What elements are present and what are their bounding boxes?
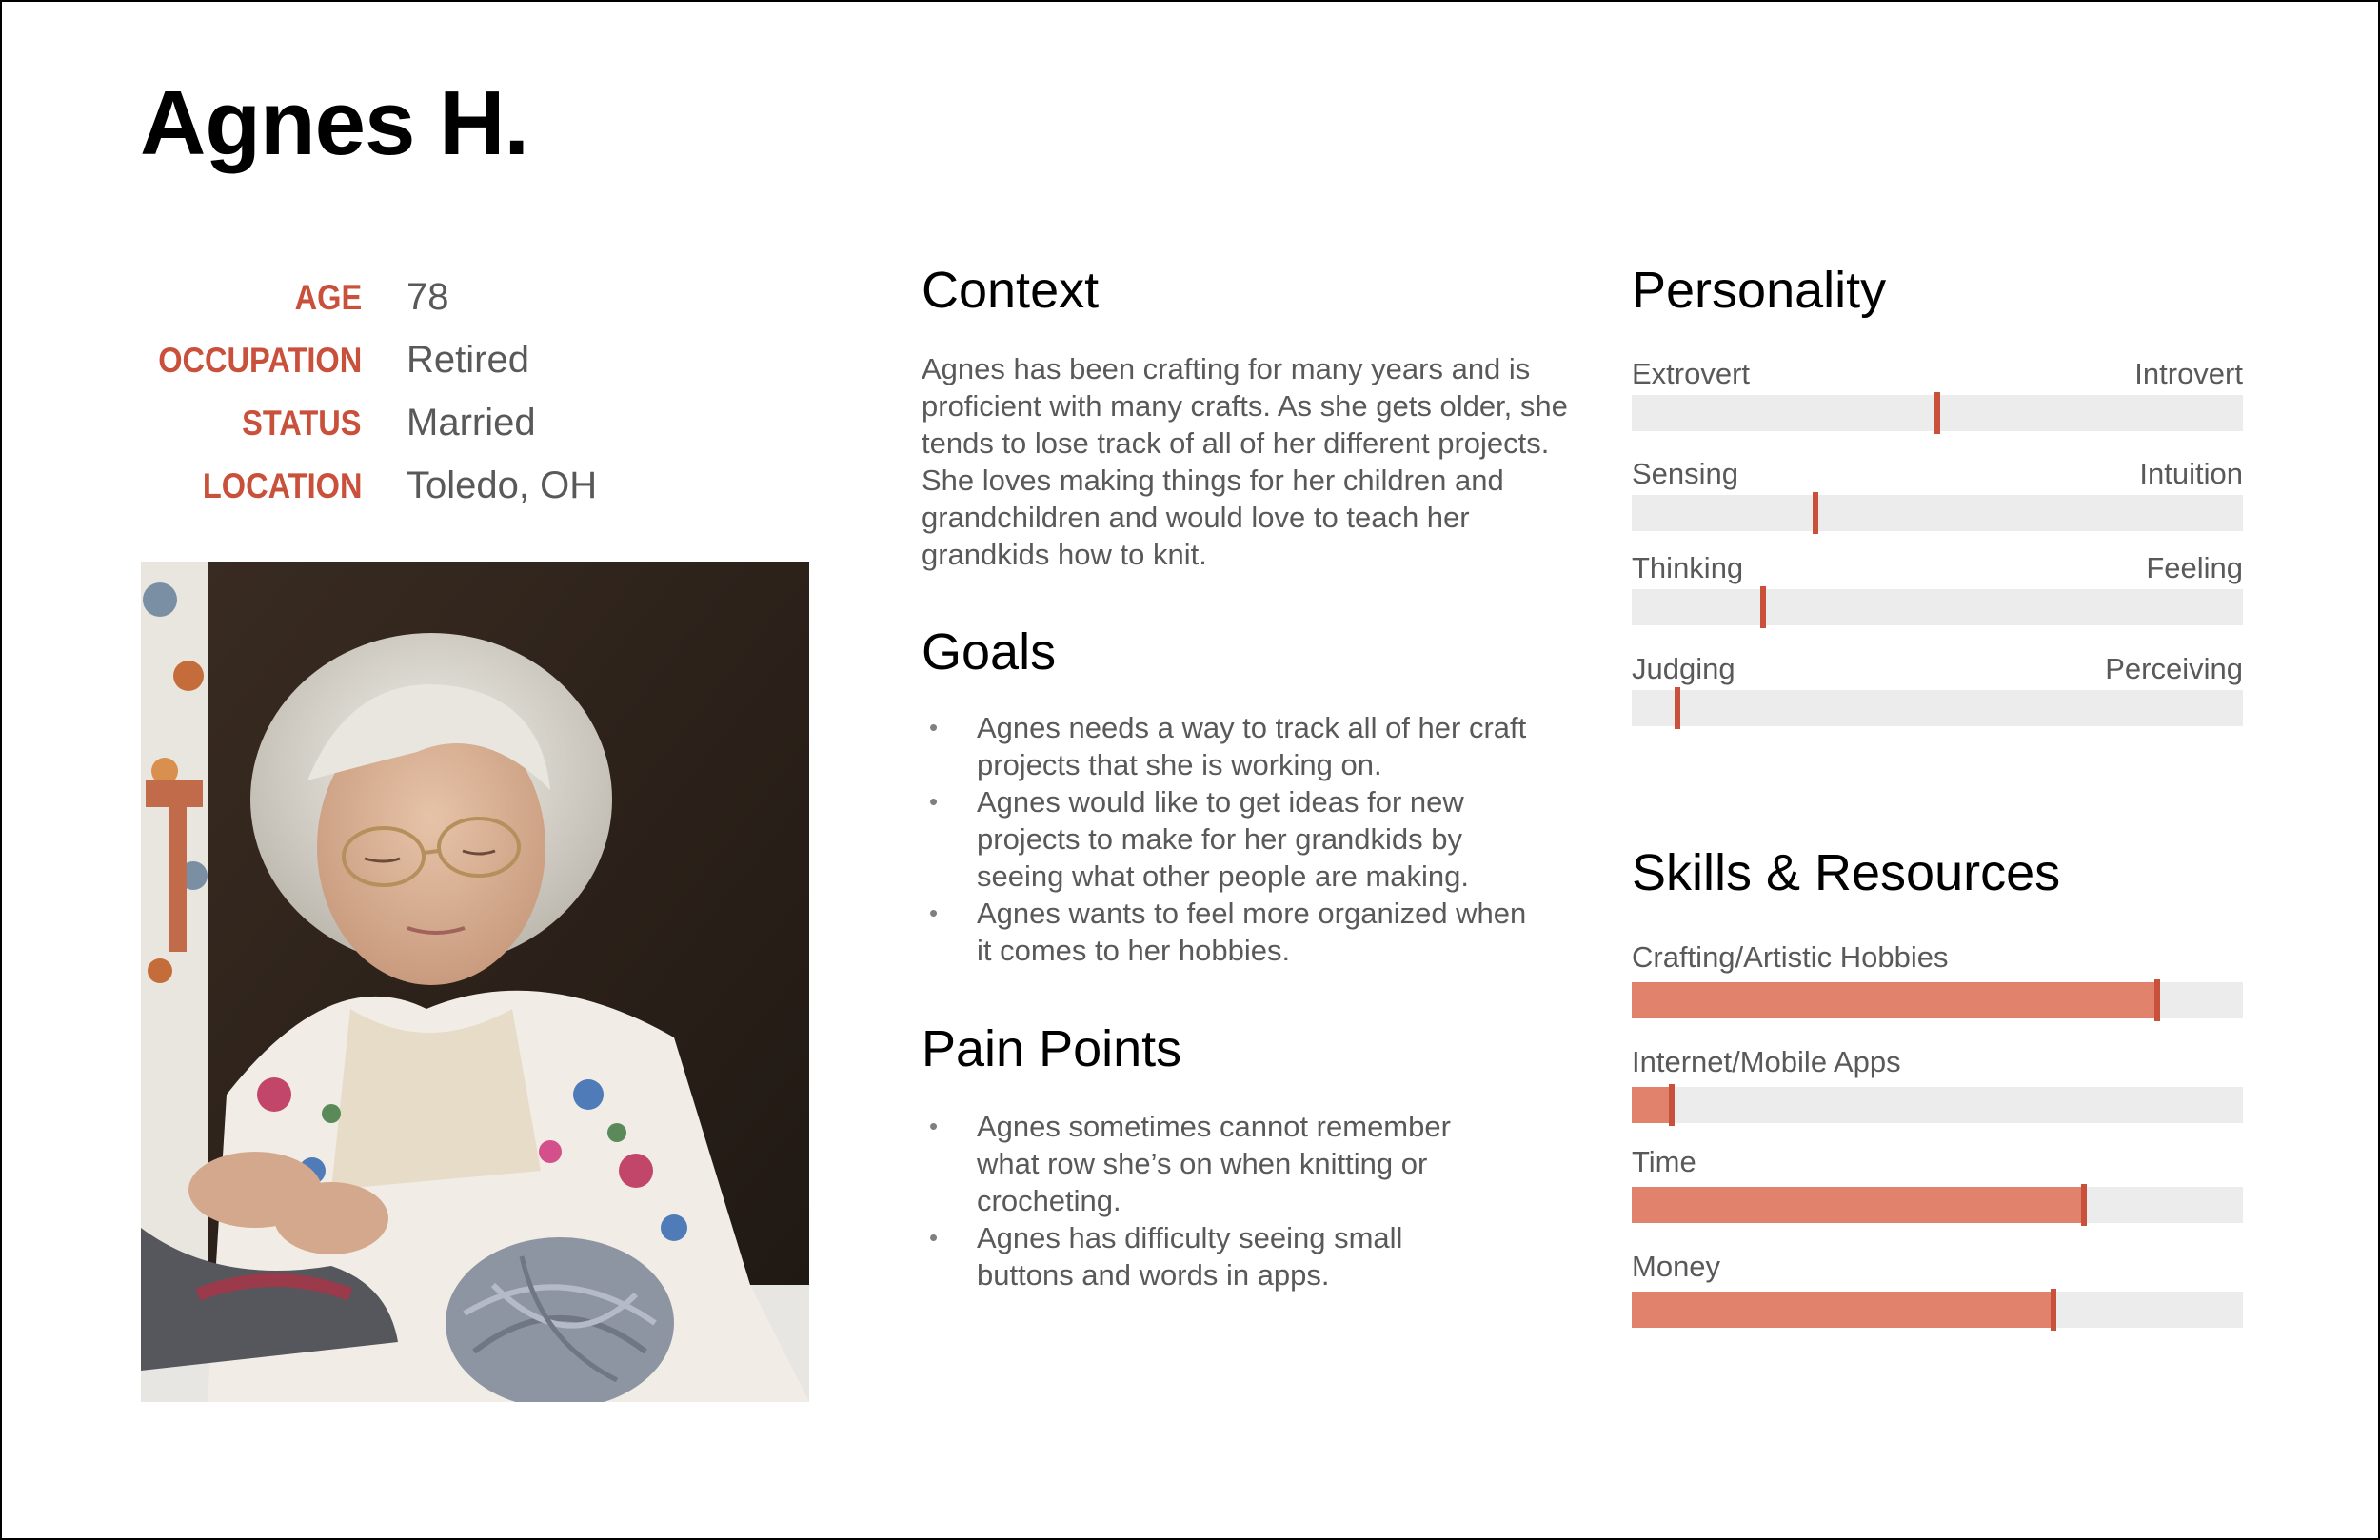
trait-thinking-feeling xyxy=(1632,551,2243,625)
fact-value: 78 xyxy=(407,276,449,318)
pain-point-item xyxy=(922,1108,1493,1219)
bullet-icon: • xyxy=(929,787,939,816)
trait-extrovert-introvert xyxy=(1632,357,2243,431)
skill-internet xyxy=(1632,1045,2243,1123)
pain-point-text: Agnes has difficulty seeing small buttons and words in apps. xyxy=(977,1221,1403,1292)
goal-item xyxy=(922,895,1531,969)
trait-track xyxy=(1632,495,2243,531)
bullet-icon: • xyxy=(929,713,939,741)
skill-track xyxy=(1632,1187,2243,1223)
skill-money xyxy=(1632,1250,2243,1328)
skill-fill xyxy=(1632,1292,2053,1328)
bullet-icon: • xyxy=(929,1223,939,1252)
context-text: Agnes has been crafting for many years and is proficient with many crafts. As she gets older, she tends to lose track of all of her different projects. She loves making things for her children and grandchildren and would love to teach her grandkids how to knit. xyxy=(922,352,1568,571)
skill-time xyxy=(1632,1145,2243,1223)
fact-value: Married xyxy=(407,402,536,444)
trait-left-label: Extrovert xyxy=(1632,357,1751,390)
goal-item xyxy=(922,709,1531,783)
trait-track xyxy=(1632,395,2243,431)
persona-name: Agnes H. xyxy=(140,72,529,174)
trait-right-label: Feeling xyxy=(2146,551,2243,584)
context-title: Context xyxy=(922,262,1100,319)
skill-fill xyxy=(1632,982,2157,1018)
trait-right-label: Introvert xyxy=(2134,357,2243,390)
trait-right-label: Perceiving xyxy=(2105,652,2243,685)
trait-right-label: Intuition xyxy=(2139,457,2243,490)
trait-track xyxy=(1632,690,2243,726)
skill-marker xyxy=(1669,1084,1675,1126)
skill-label: Money xyxy=(1632,1250,1721,1283)
trait-left-label: Sensing xyxy=(1632,457,1739,490)
fact-value: Toledo, OH xyxy=(407,464,598,506)
fact-label: LOCATION xyxy=(202,466,362,505)
goals-list xyxy=(922,709,1531,969)
goal-item xyxy=(922,783,1531,895)
bullet-icon: • xyxy=(929,898,939,927)
skill-marker xyxy=(2051,1289,2056,1331)
trait-judging-perceiving xyxy=(1632,652,2243,726)
trait-marker xyxy=(1760,586,1766,628)
skill-label: Crafting/Artistic Hobbies xyxy=(1632,940,1949,974)
goal-text: Agnes wants to feel more organized when it comes to her hobbies. xyxy=(977,897,1527,967)
bullet-icon: • xyxy=(929,1112,939,1140)
personality-title: Personality xyxy=(1632,262,1887,319)
trait-track xyxy=(1632,589,2243,625)
skill-marker xyxy=(2081,1184,2087,1226)
skills-title: Skills & Resources xyxy=(1632,844,2061,901)
fact-status xyxy=(107,404,640,466)
goals-title: Goals xyxy=(922,623,1057,681)
persona-photo-illustration xyxy=(141,562,809,1402)
trait-marker xyxy=(1675,687,1680,729)
trait-left-label: Thinking xyxy=(1632,551,1744,584)
pain-points-title: Pain Points xyxy=(922,1020,1182,1077)
persona-photo xyxy=(141,562,809,1402)
fact-age xyxy=(107,278,640,341)
trait-marker xyxy=(1813,492,1818,534)
skill-fill xyxy=(1632,1187,2084,1223)
trait-marker xyxy=(1934,392,1940,434)
fact-location xyxy=(107,466,640,529)
skill-crafting xyxy=(1632,940,2243,1018)
skill-label: Internet/Mobile Apps xyxy=(1632,1045,1901,1078)
skill-marker xyxy=(2154,979,2160,1021)
trait-sensing-intuition xyxy=(1632,457,2243,531)
fact-label: STATUS xyxy=(242,404,362,443)
fact-label: OCCUPATION xyxy=(157,341,362,380)
pain-point-item xyxy=(922,1219,1493,1293)
pain-point-text: Agnes sometimes cannot remember what row she’s on when knitting or crocheting. xyxy=(977,1110,1451,1217)
pain-points-list xyxy=(922,1108,1493,1293)
skill-track xyxy=(1632,982,2243,1018)
trait-left-label: Judging xyxy=(1632,652,1735,685)
fact-label: AGE xyxy=(294,278,362,317)
skill-track xyxy=(1632,1292,2243,1328)
fact-occupation xyxy=(107,341,640,404)
persona-facts xyxy=(107,278,640,529)
goal-text: Agnes needs a way to track all of her craft projects that she is working on. xyxy=(977,711,1527,781)
goal-text: Agnes would like to get ideas for new projects to make for her grandkids by seeing what other people are making. xyxy=(977,785,1469,893)
skill-label: Time xyxy=(1632,1145,1696,1178)
fact-value: Retired xyxy=(407,339,529,381)
skill-fill xyxy=(1632,1087,1672,1123)
skill-track xyxy=(1632,1087,2243,1123)
